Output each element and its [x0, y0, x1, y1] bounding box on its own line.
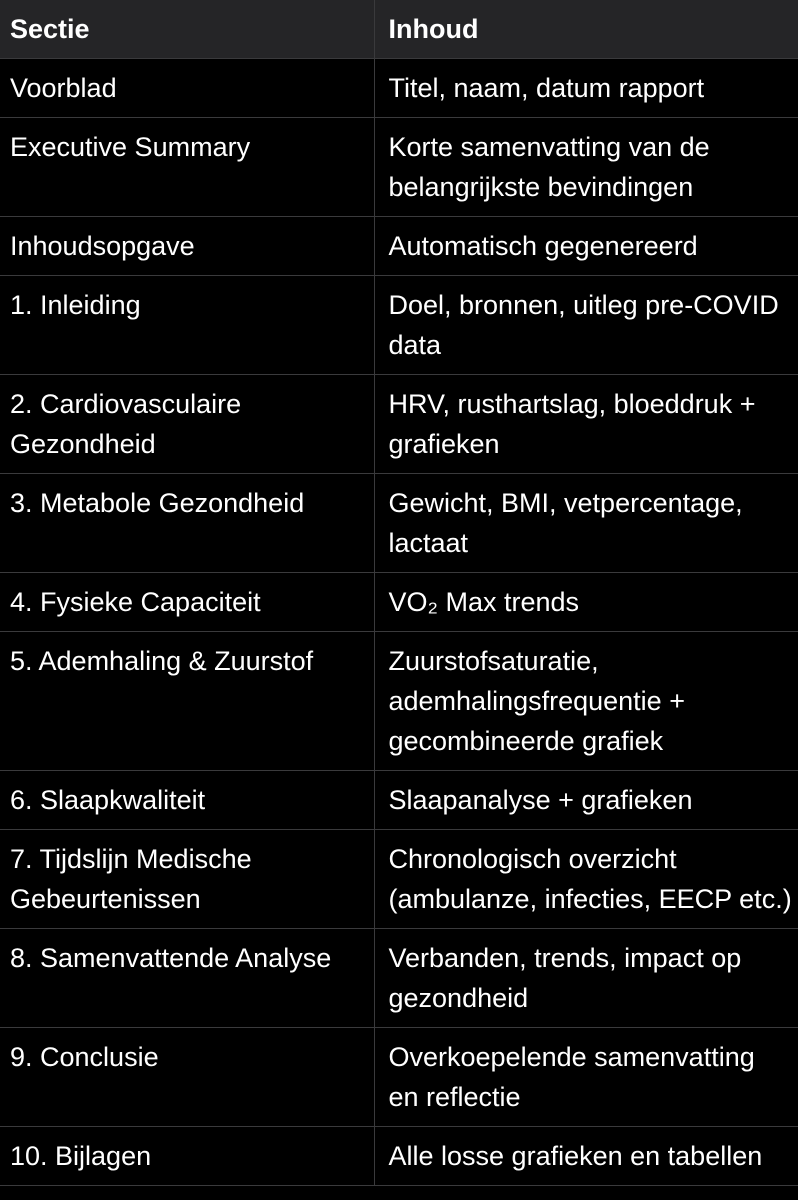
content-cell: Zuurstofsaturatie, ademhalingsfrequentie + gecombineerde grafiek: [374, 632, 798, 771]
content-cell: Korte samenvatting van de belangrijkste bevindingen: [374, 118, 798, 217]
table-row: [0, 830, 798, 929]
section-cell: 1. Inleiding: [0, 276, 374, 375]
table-row: [0, 217, 798, 276]
section-cell: 3. Metabole Gezondheid: [0, 474, 374, 573]
section-cell: 4. Fysieke Capaciteit: [0, 573, 374, 632]
table-row: [0, 632, 798, 771]
table-row: [0, 1028, 798, 1127]
content-cell: VO₂ Max trends: [374, 573, 798, 632]
table-header-row: [0, 0, 798, 59]
content-cell: Alle losse grafieken en tabellen: [374, 1127, 798, 1186]
table-row: [0, 375, 798, 474]
section-cell: 10. Bijlagen: [0, 1127, 374, 1186]
column-header-inhoud: Inhoud: [374, 0, 798, 59]
section-cell: Inhoudsopgave: [0, 217, 374, 276]
table-row: [0, 771, 798, 830]
section-cell: 9. Conclusie: [0, 1028, 374, 1127]
table-row: [0, 118, 798, 217]
section-cell: 7. Tijdslijn Medische Gebeurtenissen: [0, 830, 374, 929]
section-cell: 8. Samenvattende Analyse: [0, 929, 374, 1028]
section-cell: Voorblad: [0, 59, 374, 118]
content-cell: Chronologisch overzicht (ambulanze, infecties, EECP etc.): [374, 830, 798, 929]
content-cell: Slaapanalyse + grafieken: [374, 771, 798, 830]
table-row: [0, 1127, 798, 1186]
table-row: [0, 474, 798, 573]
content-cell: Doel, bronnen, uitleg pre-COVID data: [374, 276, 798, 375]
section-cell: 2. Cardiovasculaire Gezondheid: [0, 375, 374, 474]
table-row: [0, 929, 798, 1028]
table-row: [0, 276, 798, 375]
section-cell: 5. Ademhaling & Zuurstof: [0, 632, 374, 771]
content-cell: Overkoepelende samenvatting en reflectie: [374, 1028, 798, 1127]
content-cell: Gewicht, BMI, vetpercentage, lactaat: [374, 474, 798, 573]
column-header-sectie: Sectie: [0, 0, 374, 59]
table-row: [0, 59, 798, 118]
table-row: [0, 573, 798, 632]
section-cell: 6. Slaapkwaliteit: [0, 771, 374, 830]
content-cell: Verbanden, trends, impact op gezondheid: [374, 929, 798, 1028]
content-cell: Titel, naam, datum rapport: [374, 59, 798, 118]
section-cell: Executive Summary: [0, 118, 374, 217]
content-cell: HRV, rusthartslag, bloeddruk + grafieken: [374, 375, 798, 474]
content-cell: Automatisch gegenereerd: [374, 217, 798, 276]
